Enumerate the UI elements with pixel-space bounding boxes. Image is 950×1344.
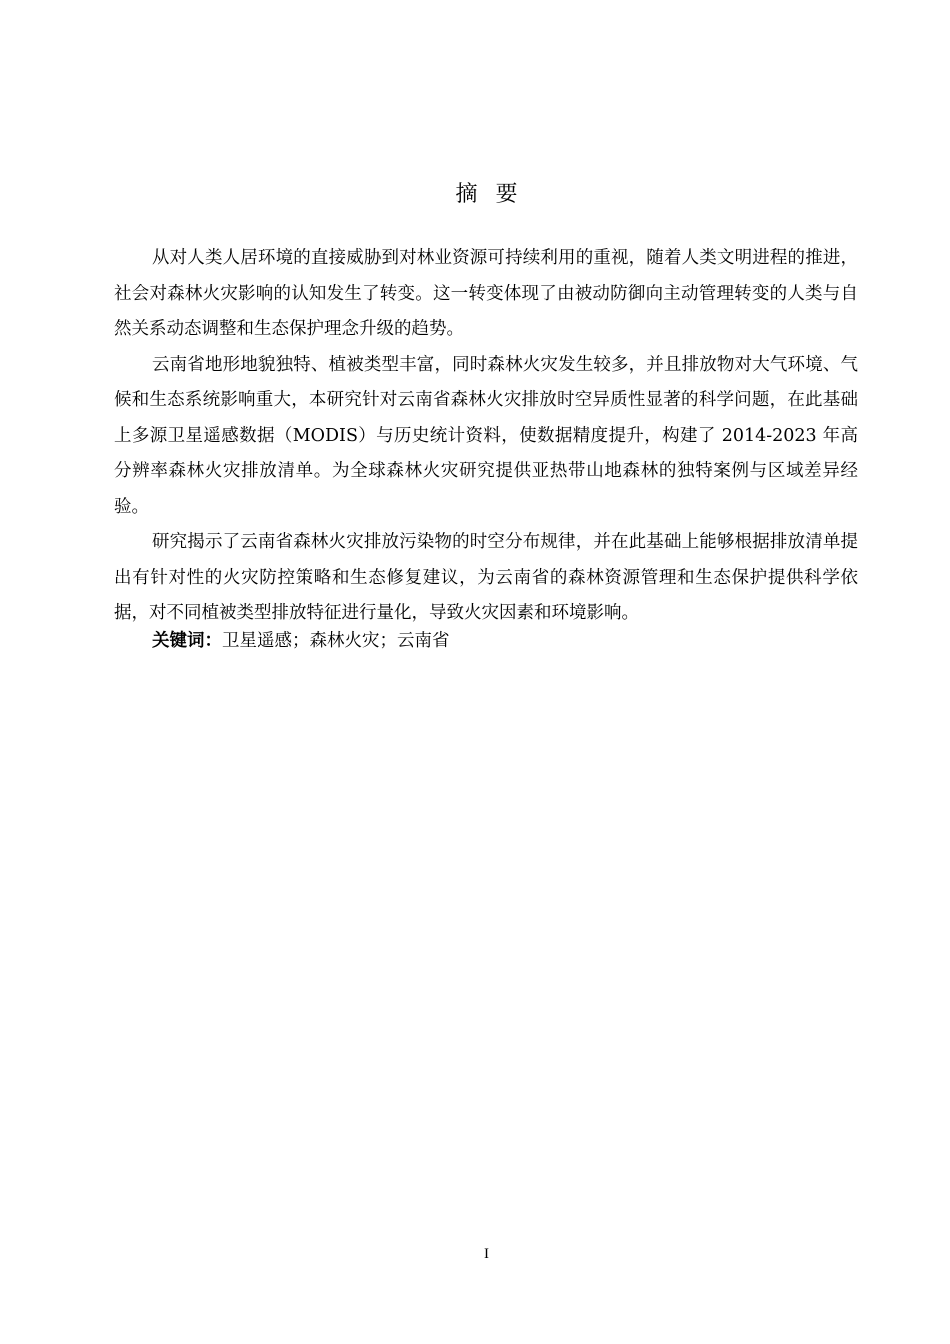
abstract-paragraph-1: 从对人类人居环境的直接威胁到对林业资源可持续利用的重视，随着人类文明进程的推进，社会对森林火灾影响的认知发生了转变。这一转变体现了由被动防御向主动管理转变的人类与自然关系动态调整和生态保护理念升级的趋势。 bbox=[114, 248, 858, 339]
abstract-body bbox=[114, 241, 858, 632]
keywords-line bbox=[152, 624, 852, 659]
title-char-1: 摘 bbox=[455, 182, 478, 207]
keywords-value: 卫星遥感；森林火灾；云南省 bbox=[222, 631, 450, 651]
page-number: I bbox=[484, 1246, 489, 1262]
keywords-label: 关键词： bbox=[152, 631, 222, 651]
title-char-2: 要 bbox=[495, 182, 518, 207]
abstract-title bbox=[0, 178, 950, 212]
abstract-paragraph-2: 云南省地形地貌独特、植被类型丰富，同时森林火灾发生较多，并且排放物对大气环境、气候和生态系统影响重大，本研究针对云南省森林火灾排放时空异质性显著的科学问题，在此基础上多源卫星遥感数据（MODIS）与历史统计资料，使数据精度提升，构建了 2014-2023 年高分辨率森林火灾排放清单。为全球森林火灾研究提供亚热带山地森林的独特案例与区域差异经验。 bbox=[114, 354, 858, 517]
abstract-paragraph-3: 研究揭示了云南省森林火灾排放污染物的时空分布规律，并在此基础上能够根据排放清单提出有针对性的火灾防控策略和生态修复建议，为云南省的森林资源管理和生态保护提供科学依据，对不同植被类型排放特征进行量化，导致火灾因素和环境影响。 bbox=[114, 532, 858, 623]
